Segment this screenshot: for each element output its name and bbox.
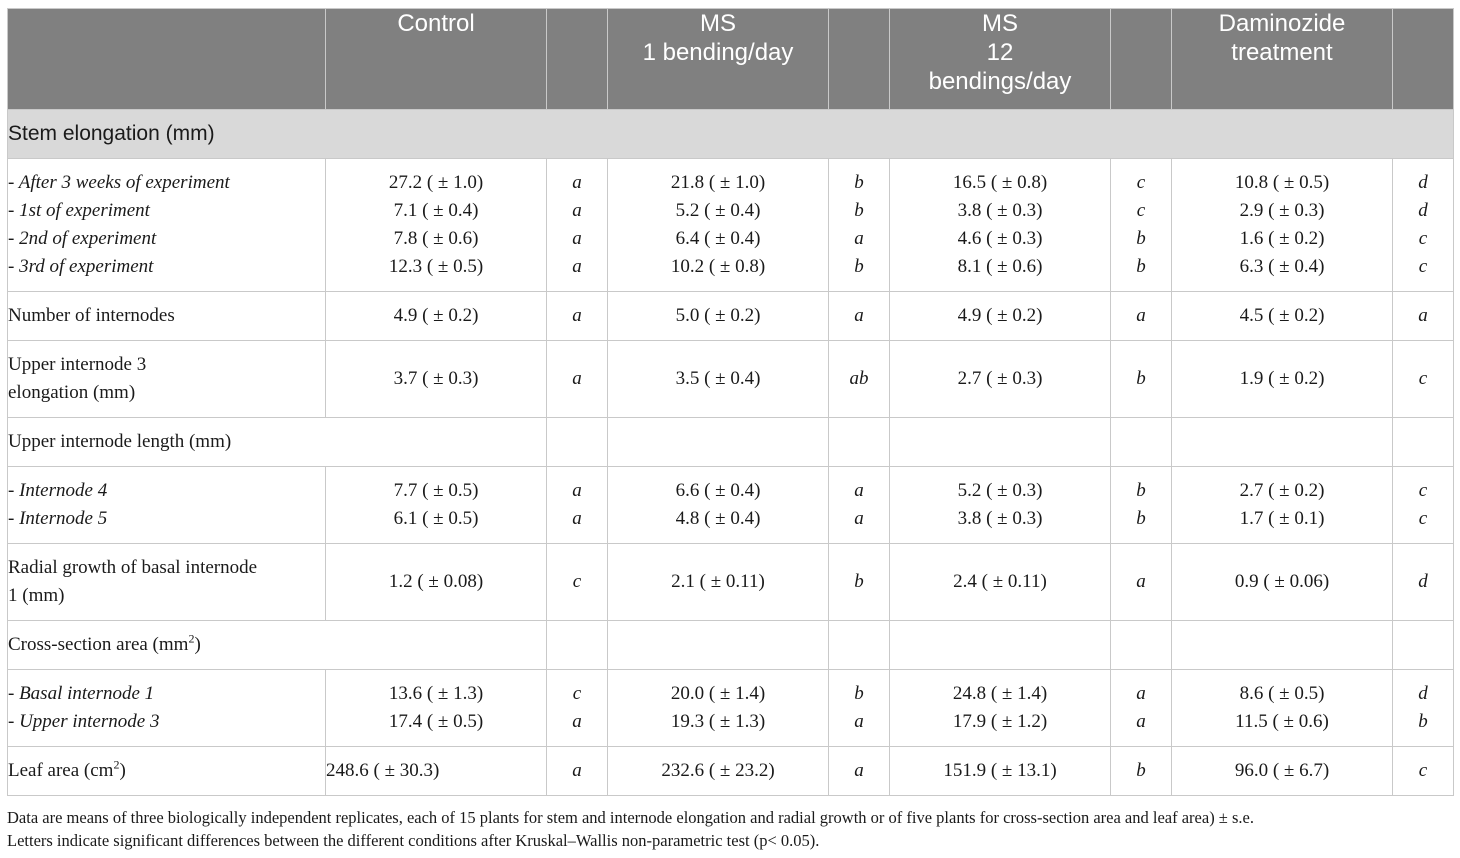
row-labels: - Basal internode 1 - Upper internode 3 [8, 670, 326, 747]
footnote-line: Data are means of three biologically independent replicates, each of 15 plants for stem and internode elongation and radial growth or of five plants for cross-section area and leaf area) ± s.e. [7, 808, 1254, 827]
control-value: 4.9 ( ± 0.2) [326, 292, 547, 341]
ms12-letters: c c b b [1111, 159, 1172, 292]
ms1-letters: a a [829, 467, 890, 544]
ms1-letter: b [829, 544, 890, 621]
control-letter: a [547, 292, 608, 341]
control-letters: a a a a [547, 159, 608, 292]
section-row [8, 110, 1454, 159]
table-footnote [7, 806, 1453, 852]
ms12-values: 24.8 ( ± 1.4) 17.9 ( ± 1.2) [890, 670, 1111, 747]
table-row [8, 341, 1454, 418]
empty-cell [547, 418, 608, 467]
control-letters: c a [547, 670, 608, 747]
section-title: Stem elongation (mm) [8, 110, 1454, 159]
table-row [8, 292, 1454, 341]
row-labels: - After 3 weeks of experiment - 1st of experiment - 2nd of experiment - 3rd of experiment [8, 159, 326, 292]
empty-cell [1393, 418, 1454, 467]
ms12-letter: a [1111, 544, 1172, 621]
ms1-value: 3.5 ( ± 0.4) [608, 341, 829, 418]
header-empty [8, 9, 326, 110]
ms12-letter: b [1111, 341, 1172, 418]
row-label: Cross-section area $(mm^2)$ [8, 621, 547, 670]
ms12-value: 2.4 ( ± 0.11) [890, 544, 1111, 621]
daminozide-values: 10.8 ( ± 0.5) 2.9 ( ± 0.3) 1.6 ( ± 0.2) 6.3 ( ± 0.4) [1172, 159, 1393, 292]
table-row [8, 670, 1454, 747]
control-value: 1.2 ( ± 0.08) [326, 544, 547, 621]
ms12-value: 4.9 ( ± 0.2) [890, 292, 1111, 341]
header-spacer [1393, 9, 1454, 110]
ms1-letters: b b a b [829, 159, 890, 292]
ms12-value: 151.9 ( ± 13.1) [890, 747, 1111, 796]
control-values: 13.6 ( ± 1.3) 17.4 ( ± 0.5) [326, 670, 547, 747]
row-label: Leaf area $(cm^2)$ [8, 747, 326, 796]
daminozide-values: 2.7 ( ± 0.2) 1.7 ( ± 0.1) [1172, 467, 1393, 544]
footnote-line: Letters indicate significant differences between the different conditions after Kruskal–Wallis non-parametric test (p< 0.05). [7, 831, 820, 850]
empty-cell [608, 418, 829, 467]
row-labels: - Internode 4 - Internode 5 [8, 467, 326, 544]
header-spacer [1111, 9, 1172, 110]
header-daminozide: Daminozide treatment [1172, 9, 1393, 110]
table-row [8, 621, 1454, 670]
ms1-letters: b a [829, 670, 890, 747]
daminozide-letter: a [1393, 292, 1454, 341]
empty-cell [1172, 418, 1393, 467]
ms12-values: 16.5 ( ± 0.8) 3.8 ( ± 0.3) 4.6 ( ± 0.3) 8.1 ( ± 0.6) [890, 159, 1111, 292]
header-row [8, 9, 1454, 110]
empty-cell [1111, 418, 1172, 467]
daminozide-letter: d [1393, 544, 1454, 621]
header-control: Control [326, 9, 547, 110]
daminozide-letter: c [1393, 747, 1454, 796]
empty-cell [890, 418, 1111, 467]
control-letter: a [547, 747, 608, 796]
ms12-value: 2.7 ( ± 0.3) [890, 341, 1111, 418]
ms1-letter: a [829, 747, 890, 796]
ms1-values: 21.8 ( ± 1.0) 5.2 ( ± 0.4) 6.4 ( ± 0.4) 10.2 ( ± 0.8) [608, 159, 829, 292]
table-row [8, 747, 1454, 796]
empty-cell [829, 621, 890, 670]
daminozide-value: 1.9 ( ± 0.2) [1172, 341, 1393, 418]
results-table [7, 8, 1454, 796]
row-label: Upper internode 3 elongation (mm) [8, 341, 326, 418]
empty-cell [1393, 621, 1454, 670]
empty-cell [890, 621, 1111, 670]
control-letters: a a [547, 467, 608, 544]
ms1-value: 232.6 ( ± 23.2) [608, 747, 829, 796]
ms12-letters: a a [1111, 670, 1172, 747]
ms1-value: 5.0 ( ± 0.2) [608, 292, 829, 341]
table-container [7, 8, 1453, 796]
empty-cell [1172, 621, 1393, 670]
empty-cell [1111, 621, 1172, 670]
ms1-value: 2.1 ( ± 0.11) [608, 544, 829, 621]
row-label: Upper internode length (mm) [8, 418, 547, 467]
ms12-letter: a [1111, 292, 1172, 341]
header-spacer [547, 9, 608, 110]
ms12-letter: b [1111, 747, 1172, 796]
daminozide-letters: d d c c [1393, 159, 1454, 292]
ms1-letter: ab [829, 341, 890, 418]
ms12-letters: b b [1111, 467, 1172, 544]
control-value: 3.7 ( ± 0.3) [326, 341, 547, 418]
daminozide-values: 8.6 ( ± 0.5) 11.5 ( ± 0.6) [1172, 670, 1393, 747]
daminozide-value: 4.5 ( ± 0.2) [1172, 292, 1393, 341]
empty-cell [608, 621, 829, 670]
table-row [8, 544, 1454, 621]
ms1-values: 6.6 ( ± 0.4) 4.8 ( ± 0.4) [608, 467, 829, 544]
table-row [8, 418, 1454, 467]
control-value: 248.6 ( ± 30.3) [326, 747, 547, 796]
table-row [8, 467, 1454, 544]
table-row [8, 159, 1454, 292]
ms1-values: 20.0 ( ± 1.4) 19.3 ( ± 1.3) [608, 670, 829, 747]
header-spacer [829, 9, 890, 110]
control-values: 7.7 ( ± 0.5) 6.1 ( ± 0.5) [326, 467, 547, 544]
ms12-values: 5.2 ( ± 0.3) 3.8 ( ± 0.3) [890, 467, 1111, 544]
daminozide-letters: c c [1393, 467, 1454, 544]
control-letter: c [547, 544, 608, 621]
ms1-letter: a [829, 292, 890, 341]
row-label: Radial growth of basal internode 1 (mm) [8, 544, 326, 621]
header-ms-12: MS 12 bendings/day [890, 9, 1111, 110]
row-label: Number of internodes [8, 292, 326, 341]
daminozide-letter: c [1393, 341, 1454, 418]
empty-cell [547, 621, 608, 670]
control-letter: a [547, 341, 608, 418]
empty-cell [829, 418, 890, 467]
daminozide-letters: d b [1393, 670, 1454, 747]
control-values: 27.2 ( ± 1.0) 7.1 ( ± 0.4) 7.8 ( ± 0.6) 12.3 ( ± 0.5) [326, 159, 547, 292]
daminozide-value: 96.0 ( ± 6.7) [1172, 747, 1393, 796]
daminozide-value: 0.9 ( ± 0.06) [1172, 544, 1393, 621]
header-ms-1: MS 1 bending/day [608, 9, 829, 110]
